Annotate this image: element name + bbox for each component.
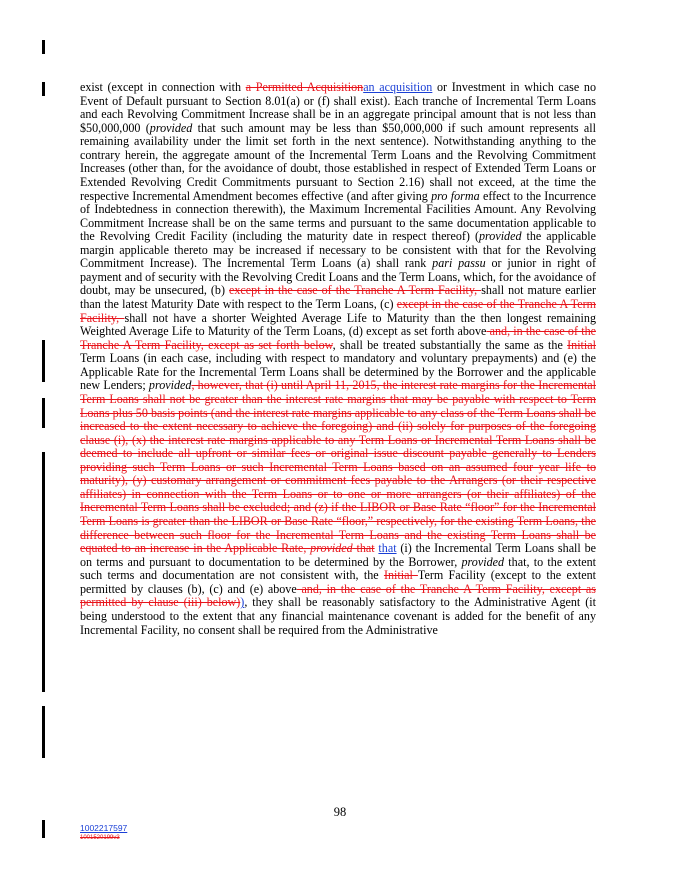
change-bar	[42, 706, 45, 758]
page-number: 98	[333, 805, 347, 819]
text-run: the applicable margin applicable thereto may be increased if necessary to be consistent with that for the Revolving Commitment Increase). The Incremental Term Loans (a) shall rank	[80, 229, 596, 271]
text-run: , they shall be reasonably satisfactory to the Administrative Agent (it being understood to the extent that any financial maintenance covenant is added for the benefit of any Incremental Facility, no consent shall be required from the Administrative	[80, 595, 596, 637]
change-bar	[42, 452, 45, 692]
text-run: that such amount may be less than $50,000,000 if such amount represents all remaining availability under the limit set forth in the next sentence). Notwithstanding anything to the contrary herein, the aggregate amount of the Incremental Term Loans and the Revolving Commitment Increases (other than, for the avoidance of doubt, those established in respect of Extended Term Loans or Extended Revolving Credit Commitments pursuant to Section 2.16) shall not exceed, at the time the respective Incremental Amendment becomes effective (and after giving	[80, 120, 596, 203]
text-run: effect to the Incurrence of Indebtedness in connection therewith), the Maximum Incremental Facilities Amount. Any Revolving Commitment Increase shall be on the same terms and pursuant to the same documentation applicable to the Revolving Credit Facility (including the maturity date in respect thereof) (	[80, 188, 596, 244]
change-bar	[42, 340, 45, 382]
text-run: Term Loans (in each case, including with respect to mandatory and voluntary prepayments) and (e) the Applicable Rate for the Incremental Term Loans shall be determined by the Borrower and the applicable new Lenders;	[80, 351, 596, 393]
text-run: shall not mature earlier than the latest Maturity Date with respect to the Term Loans, (c)	[80, 283, 597, 311]
inserted-text: an acquisition	[363, 80, 433, 94]
body-paragraph	[80, 81, 596, 637]
deleted-text: a Permitted Acquisition	[245, 80, 364, 94]
document-id: 1002217597	[80, 823, 128, 833]
change-bar	[42, 820, 45, 838]
text-run: shall not have a shorter Weighted Average Life to Maturity than the then longest remaining Weighted Average Life to Maturity of the Term Loans, (d) except as set forth above	[80, 310, 597, 339]
text-run: (i) the Incremental Term Loans shall be on terms and pursuant to documentation to be determined by the Borrower,	[80, 541, 596, 569]
deleted-italic-text: provided	[310, 541, 353, 556]
change-bar	[42, 398, 45, 428]
text-run: or Investment in which case no Event of Default pursuant to Section 8.01(a) or (f) shall exist). Each tranche of Incremental Term Loans and each Revolving Commitment Increase shall be in an aggregate principal amount that is not less than $50,000,000 (	[80, 80, 596, 135]
text-run: that, to the extent such terms and documentation are not consistent with, the	[80, 554, 596, 583]
inserted-text: that	[378, 541, 397, 556]
text-run: or junior in right of payment and of security with the Revolving Credit Loans and the Term Loans, which, for the avoidance of doubt, may be unsecured, (b)	[80, 256, 596, 298]
italic-text: provided	[478, 229, 522, 244]
deleted-text: Initial	[567, 337, 597, 352]
text-run: Term Facility (except to the extent permitted by clauses (b), (c) and (e) above	[80, 568, 597, 596]
change-bar	[42, 40, 45, 54]
deleted-text: that	[352, 541, 375, 556]
italic-text: pari passu	[432, 256, 486, 271]
deleted-text: and, in the case of the Tranche A Term Facility, except as permitted by clause (iii) below)	[80, 581, 596, 610]
change-bar	[42, 82, 45, 96]
deleted-text: and, in the case of the Tranche A Term Facility, except as set forth below	[80, 324, 596, 352]
italic-text: provided	[461, 554, 505, 569]
inserted-text: )	[240, 595, 245, 610]
deleted-text: except in the case of the Tranche A Term Facility,	[80, 297, 596, 325]
text-run: exist (except in connection with	[80, 80, 246, 94]
deleted-text: Initial	[383, 568, 418, 583]
text-run: , shall be treated substantially the same as the	[332, 337, 568, 352]
italic-text: pro forma	[431, 188, 480, 203]
deleted-text: except in the case of the Tranche A Term Facility,	[229, 283, 482, 298]
italic-text: provided	[148, 378, 192, 393]
document-id-deleted: 1001520199v3	[80, 835, 120, 841]
deleted-text: , however, that (i) until April 11, 2015, the interest rate margins for the Incremental Term Loans shall not be greater than the interest rate margins that may be payable with respect to Term Loans plus 50 basis points (and the interest rate margins applicable to any class of the Term Loans shall be increased to the extent necessary to achieve the foregoing) and (ii) solely for purposes of the foregoing clause (i), (x) the interest rate margins applicable to any Term Loans or Incremental Term Loans shall be deemed to include all upfront or similar fees or original issue discount payable generally to Lenders providing such Term Loans or such Incremental Term Loans based on an assumed four year life to maturity), (y) customary arrangement or commitment fees payable to the Arrangers (or their respective affiliates) in connection with the Term Loans or to one or more arrangers (or their affiliates) of the Incremental Term Loans shall be excluded; and (z) if the LIBOR or Base Rate “floor” for the Incremental Term Loans is greater than the LIBOR or Base Rate “floor,” respectively, for the existing Term Loans, the difference between such floor for the Incremental Term Loans and the existing Term Loans shall be equated to an increase in the Applicable Rate,	[80, 378, 596, 556]
italic-text: provided	[149, 120, 193, 135]
